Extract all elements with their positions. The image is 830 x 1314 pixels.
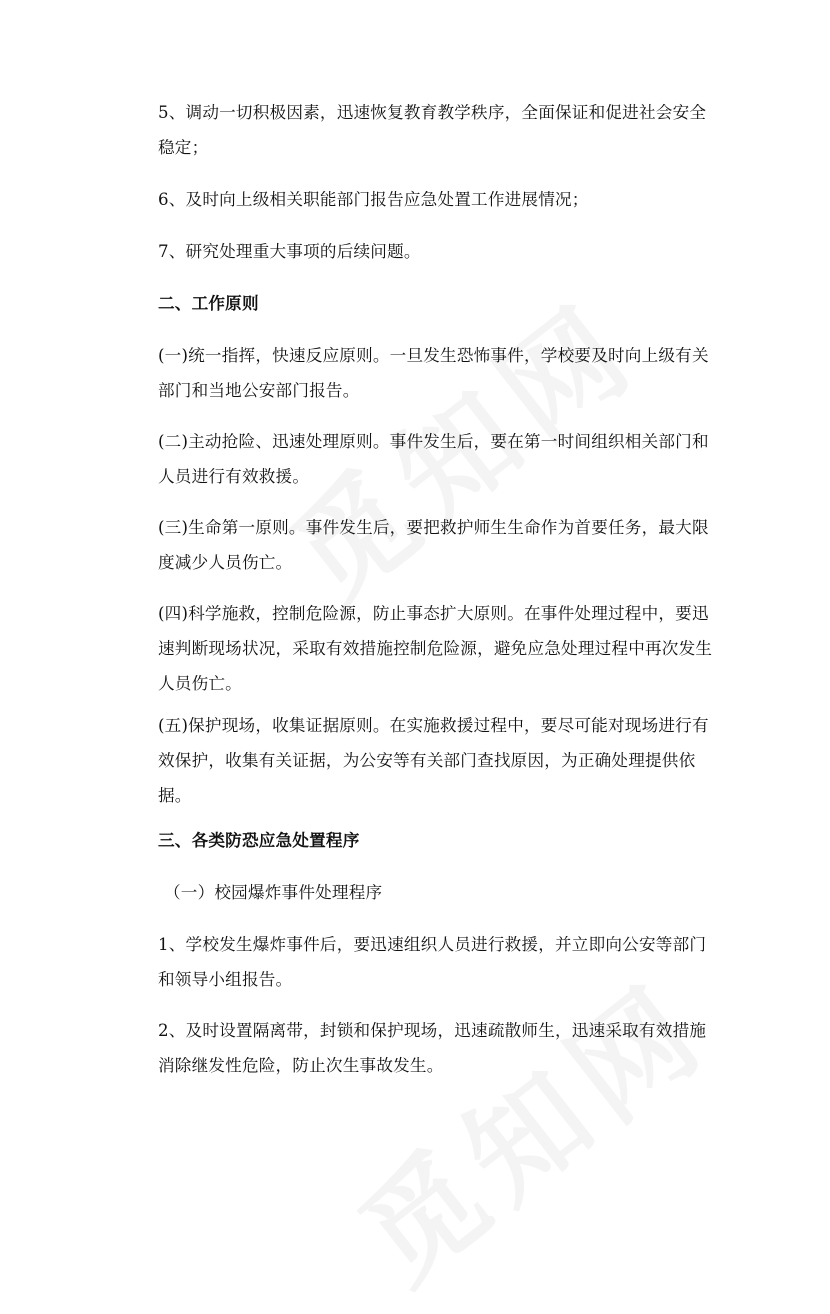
paragraph-principle-4: (四)科学施救，控制危险源，防止事态扩大原则。在事件处理过程中，要迅速判断现场状况，采取有效措施控制危险源，避免应急处理过程中再次发生人员伤亡。 [158, 604, 713, 693]
paragraph-procedure-2: 2、及时设置隔离带，封锁和保护现场，迅速疏散师生，迅速采取有效措施消除继发性危险，防止次生事故发生。 [158, 1021, 707, 1075]
paragraph-procedure-1: 1、学校发生爆炸事件后，要迅速组织人员进行救援，并立即向公安等部门和领导小组报告。 [158, 935, 707, 989]
paragraph-principle-1: (一)统一指挥，快速反应原则。一旦发生恐怖事件，学校要及时向上级有关部门和当地公安部门报告。 [158, 346, 709, 400]
paragraph-principle-5: (五)保护现场，收集证据原则。在实施救援过程中，要尽可能对现场进行有效保护，收集有关证据，为公安等有关部门查找原因，为正确处理提供依据。 [158, 716, 709, 805]
paragraph-item-7: 7、研究处理重大事项的后续问题。 [158, 242, 421, 261]
section-heading-work-principles: 二、工作原则 [158, 293, 259, 313]
paragraph-item-5: 5、调动一切积极因素，迅速恢复教育教学秩序，全面保证和促进社会安全稳定； [158, 103, 707, 157]
paragraph-principle-3: (三)生命第一原则。事件发生后，要把救护师生生命作为首要任务，最大限度减少人员伤亡。 [158, 518, 709, 572]
paragraph-principle-2: (二)主动抢险、迅速处理原则。事件发生后，要在第一时间组织相关部门和人员进行有效救援。 [158, 432, 709, 486]
section-heading-procedures: 三、各类防恐应急处置程序 [158, 830, 360, 850]
paragraph-item-6: 6、及时向上级相关职能部门报告应急处置工作进展情况； [158, 190, 589, 209]
subsection-heading-explosion: （一）校园爆炸事件处理程序 [164, 883, 383, 902]
